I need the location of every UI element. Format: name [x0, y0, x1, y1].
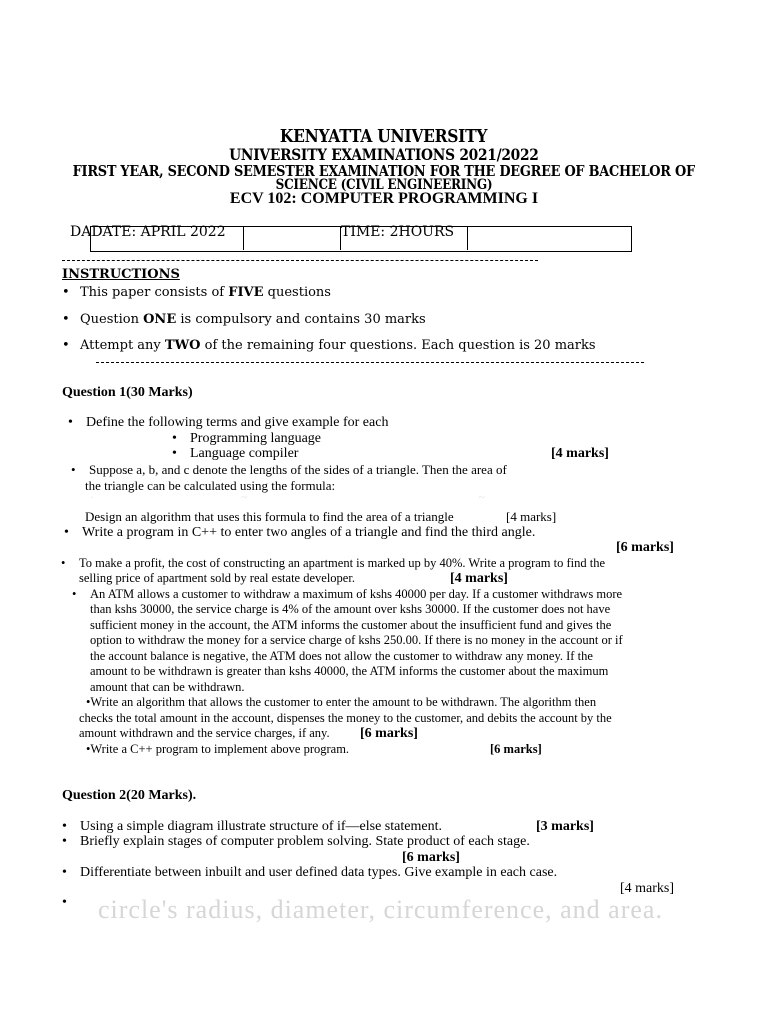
divider-line	[96, 362, 644, 363]
question-1d: • To make a profit, the cost of constructing an apartment is marked up by 40%. Write a program to find the	[79, 556, 605, 571]
question-1e-line-7: amount that can be withdrawn.	[90, 680, 245, 694]
question-1e-line-5: the account balance is negative, the ATM does not allow the customer to withdraw any money. If the	[90, 649, 593, 663]
divider-line	[62, 260, 538, 261]
question-1e-ii-marks: [6 marks]	[490, 742, 542, 756]
exam-duration: TIME: 2HOURS	[341, 224, 455, 240]
question-1c: • Write a program in C++ to enter two angles of a triangle and find the third angle.	[82, 525, 535, 541]
question-1b-line-2: the triangle can be calculated using the formula:	[85, 478, 336, 493]
instruction-item-1: • This paper consists of FIVE questions	[80, 285, 331, 300]
question-2b: • Briefly explain stages of computer problem solving. State product of each stage.	[80, 834, 530, 850]
question-1e-i-line-3: amount withdrawn and the service charges, if any.	[79, 726, 330, 740]
degree-line-2: SCIENCE (CIVIL ENGINEERING)	[275, 177, 493, 193]
question-1c-marks: [6 marks]	[616, 540, 674, 555]
instruction-item-3: • Attempt any TWO of the remaining four questions. Each question is 20 marks	[80, 338, 596, 353]
question-2a: • Using a simple diagram illustrate structure of if—else statement.	[80, 819, 442, 835]
question-1e: • An ATM allows a customer to withdraw a maximum of kshs 40000 per day. If a customer withdraws more	[90, 587, 622, 602]
question-1a-sub-1: • Programming language	[190, 431, 321, 447]
question-1a-marks: [4 marks]	[551, 446, 609, 461]
question-1e-line-2: than kshs 30000, the service charge is 4% of the amount over kshs 30000. If the customer does not have	[90, 602, 611, 616]
instruction-item-2: • Question ONE is compulsory and contains 30 marks	[80, 312, 426, 327]
question-1d-line-2: selling price of apartment sold by real estate developer.	[79, 571, 355, 585]
question-1e-line-6: amount to be withdrawn is greater than kshs 40000, the ATM informs the customer about the maximum	[90, 664, 609, 678]
course-title: ECV 102: COMPUTER PROGRAMMING I	[229, 190, 539, 207]
question-2b-marks: [6 marks]	[402, 850, 460, 865]
question-1b-marks: [4 marks]	[506, 509, 557, 524]
instructions-heading: INSTRUCTIONS	[62, 267, 180, 282]
question-1d-marks: [4 marks]	[450, 571, 508, 586]
question-2a-marks: [3 marks]	[536, 819, 594, 834]
question-2-heading: Question 2(20 Marks).	[62, 788, 197, 803]
question-1a-sub-2: • Language compiler	[190, 446, 298, 462]
degree-line-1: FIRST YEAR, SECOND SEMESTER EXAMINATION FOR THE DEGREE OF BACHELOR OF	[72, 162, 696, 180]
question-2d-partial: circle's radius, diameter, circumference, and area.	[98, 895, 663, 924]
question-1a: • Define the following terms and give example for each	[86, 415, 388, 431]
question-2d-bullet: •	[62, 895, 67, 910]
question-1e-line-4: option to withdraw the money for a service charge of kshs 250.00. If there is no money in the account or if	[90, 633, 623, 647]
formula-image: · ~ ~	[90, 490, 485, 504]
question-1b: • Suppose a, b, and c denote the lengths of the sides of a triangle. Then the area of	[89, 462, 507, 478]
question-1e-ii: •Write a C++ program to implement above program.	[86, 742, 350, 756]
exam-date: DADATE: APRIL 2022	[70, 224, 226, 240]
question-1e-i-line-2: checks the total amount in the account, dispenses the money to the customer, and debits the account by the	[79, 711, 612, 725]
question-1-heading: Question 1(30 Marks)	[62, 385, 193, 400]
university-name: KENYATTA UNIVERSITY	[280, 126, 488, 147]
question-2c: • Differentiate between inbuilt and user defined data types. Give example in each case.	[80, 865, 557, 881]
question-2c-marks: [4 marks]	[620, 881, 675, 896]
exam-series: UNIVERSITY EXAMINATIONS 2021/2022	[229, 145, 539, 164]
question-1e-i-marks: [6 marks]	[360, 726, 418, 741]
question-1b-line-3: Design an algorithm that uses this formula to find the area of a triangle	[85, 509, 454, 524]
question-1e-i: •Write an algorithm that allows the customer to enter the amount to be withdrawn. The algorithm then	[86, 695, 597, 709]
question-1e-line-3: sufficient money in the account, the ATM informs the customer about the insufficient fund and gives the	[90, 618, 612, 632]
